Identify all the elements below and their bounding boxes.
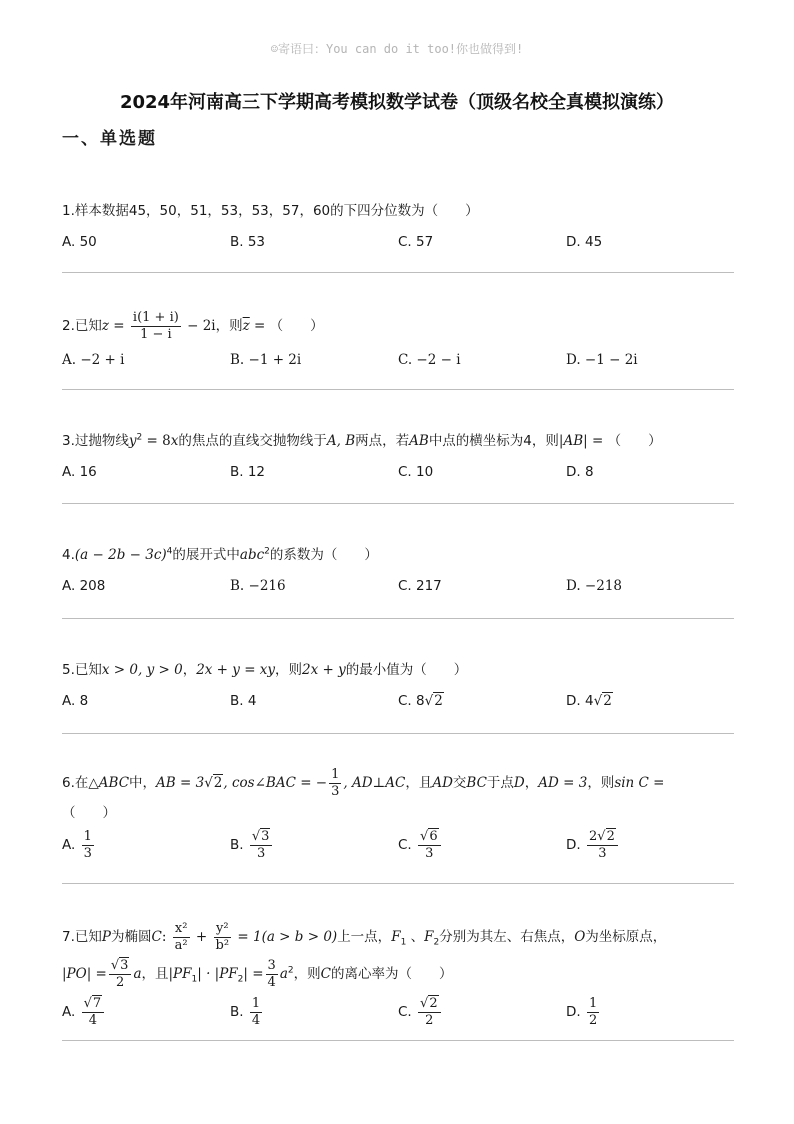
options-row [62, 226, 734, 258]
divider [62, 503, 734, 504]
divider [62, 618, 734, 619]
divider [62, 272, 734, 273]
option-b[interactable]: B. 53 [230, 234, 266, 250]
options-row [62, 685, 734, 717]
question-4 [62, 540, 734, 602]
question-3 [62, 426, 734, 488]
motto-watermark: ☺寄语曰：You can do it too!你也做得到! [270, 42, 524, 56]
option-c[interactable]: C. $\frac{√6}{3}$ [398, 825, 443, 865]
question-stem: $4.(a - 2b - 3c)^4$的展开式中abc$^2$的系数为（ ） [62, 546, 378, 563]
option-d[interactable]: D. 4√2 [566, 693, 612, 709]
options-row [62, 456, 734, 488]
option-c[interactable]: C. 57 [398, 234, 434, 250]
question-6 [62, 765, 734, 865]
question-stem: 1.样本数据45，50，51，53，53，57，60的下四分位数为（ ） [62, 203, 479, 219]
question-5 [62, 655, 734, 717]
option-a[interactable]: A. 50 [62, 234, 97, 250]
option-c[interactable]: C. 10 [398, 464, 434, 480]
option-a[interactable]: A. 208 [62, 578, 106, 594]
section-heading: 一、单选题 [62, 129, 157, 149]
question-stem: 7.已知P为椭圆C: $\frac{\text{x²}}{\text{a²}}$ + $\frac{\text{y²}}{\text{b²}}$ = 1(a > b > 0)上一点，$F_1$ 、$F_2$分别为其左、右焦点，O为坐标原点， [62, 920, 667, 953]
option-b[interactable]: B. 12 [230, 464, 266, 480]
option-d[interactable]: D. −1 − 2i [566, 352, 638, 368]
question-stem: 3.过抛物线$y^2 = 8x$的焦点的直线交抛物线于A, B两点，若AB中点的横坐标为4，则|AB| = （ ） [62, 432, 662, 449]
question-stem: 6.在△ABC中，AB = 3√2, cos∠BAC = − $\frac{1}{3}$ , AD⊥AC，且AD交BC于点D，AD = 3，则sin C = [62, 766, 665, 799]
divider [62, 733, 734, 734]
question-stem: 2.已知z = $\frac{i(1 + i)}{1 - i}$ − 2i，则$\overline{z}$ = （ ） [62, 309, 324, 342]
question-2 [62, 308, 734, 376]
divider [62, 389, 734, 390]
option-a[interactable]: A. −2 + i [62, 352, 125, 368]
option-d[interactable]: D. −218 [566, 578, 623, 594]
option-d[interactable]: D. $\frac{2√2}{3}$ [566, 825, 620, 865]
question-stem-line2: （ ） [62, 805, 116, 821]
options-row [62, 344, 734, 376]
option-d[interactable]: D. 45 [566, 234, 603, 250]
option-d[interactable]: D. $\frac{1}{2}$ [566, 995, 598, 1028]
question-7 [62, 918, 734, 1032]
question-1 [62, 196, 734, 258]
question-stem: 5.已知x > 0, y > 0，2x + y = xy，则2x + y的最小值为（ ） [62, 662, 468, 678]
option-c[interactable]: C. 217 [398, 578, 442, 594]
option-b[interactable]: B. $\frac{√3}{3}$ [230, 825, 274, 865]
page-title: 2024年河南高三下学期高考模拟数学试卷（顶级名校全真模拟演练） [119, 92, 675, 113]
question-stem-line2: |PO| = $\frac{√3}{2}$ a，且$|PF_1| \cdot |PF_2|$ = $\frac{3}{4}$ $a^2$，则C的离心率为（ ） [62, 957, 453, 990]
option-b[interactable]: B. −1 + 2i [230, 352, 302, 368]
option-b[interactable]: B. 4 [230, 693, 257, 709]
option-a[interactable]: A. $\frac{1}{3}$ [62, 828, 92, 861]
option-a[interactable]: A. $\frac{√7}{4}$ [62, 992, 106, 1032]
divider [62, 883, 734, 884]
options-row [62, 570, 734, 602]
option-c[interactable]: C. $\frac{√2}{2}$ [398, 992, 443, 1032]
option-c[interactable]: C. −2 − i [398, 352, 461, 368]
option-b[interactable]: B. −216 [230, 578, 286, 594]
option-b[interactable]: B. $\frac{1}{4}$ [230, 995, 261, 1028]
option-c[interactable]: C. 8√2 [398, 693, 443, 709]
divider [62, 1040, 734, 1041]
option-a[interactable]: A. 8 [62, 693, 89, 709]
options-row [62, 825, 734, 865]
options-row [62, 992, 734, 1032]
option-a[interactable]: A. 16 [62, 464, 97, 480]
option-d[interactable]: D. 8 [566, 464, 594, 480]
